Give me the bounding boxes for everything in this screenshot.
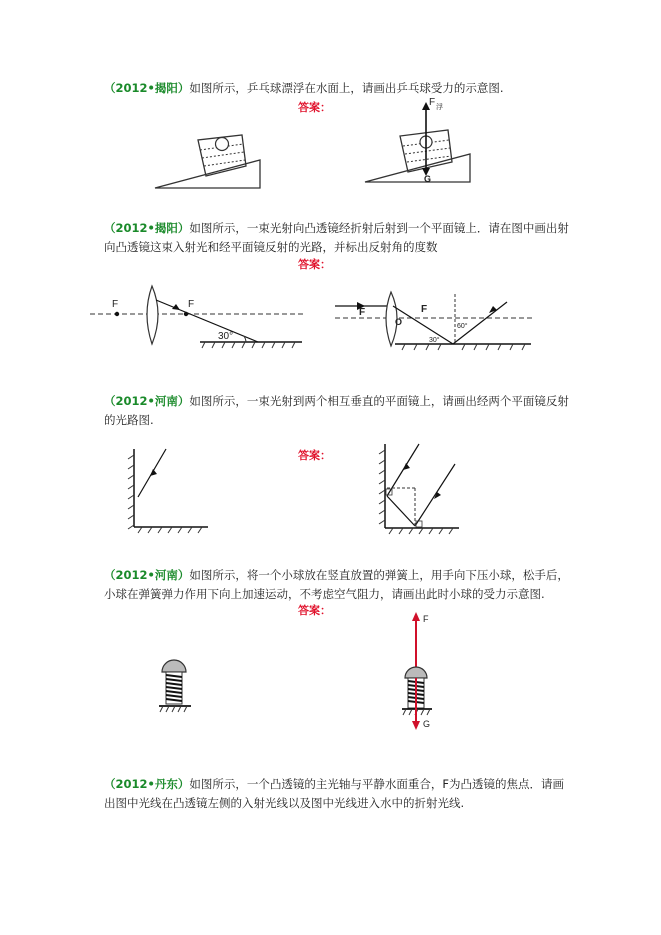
focus-label: F <box>112 299 119 310</box>
mirror-angle-label: 30° <box>429 337 440 344</box>
diagram-q1-question <box>150 120 270 195</box>
focus-label: F <box>421 304 428 315</box>
question-text: 如图所示，将一个小球放在竖直放置的弹簧上，用手向下压小球，松手后，小球在弹簧弹力作用下向上加速运动，不考虑空气阻力，请画出此时小球的受力示意图. <box>104 568 569 601</box>
question-5 <box>104 775 574 813</box>
question-source: （2012•揭阳） <box>104 81 190 95</box>
answer-label: 答案： <box>298 101 331 114</box>
question-source: （2012•河南） <box>104 394 190 408</box>
question-text: 如图所示，一个凸透镜的主光轴与平静水面重合，F为凸透镜的焦点．请画出图中光线在凸透镜左侧的入射光线以及图中光线进入水中的折射光线. <box>104 777 564 810</box>
question-source: （2012•河南） <box>104 568 190 582</box>
question-3 <box>104 392 574 430</box>
diagram-q3-question <box>124 445 214 535</box>
force-down-label: G <box>423 719 431 729</box>
buoyancy-label: F <box>429 97 436 108</box>
question-source: （2012•丹东） <box>104 777 190 791</box>
gravity-label: G <box>424 174 432 184</box>
diagram-q4-answer <box>398 610 448 738</box>
force-up-label: F <box>423 614 429 624</box>
question-1 <box>104 79 574 98</box>
answer-label: 答案： <box>298 604 331 617</box>
diagram-q2-question <box>90 282 305 354</box>
origin-label: O <box>395 317 403 327</box>
focus-label: F <box>359 307 366 318</box>
buoyancy-subscript: 浮 <box>436 104 443 111</box>
focus-label: F <box>188 299 195 310</box>
question-4 <box>104 566 574 604</box>
answer-label: 答案： <box>298 258 331 271</box>
angle-label: 30° <box>218 331 234 342</box>
diagram-q4-question <box>155 652 195 718</box>
question-2 <box>104 219 574 257</box>
reflection-angle-label: 60° <box>457 323 468 330</box>
answer-label: 答案： <box>298 449 331 462</box>
question-source: （2012•揭阳） <box>104 221 190 235</box>
question-text: 如图所示，一束光射到两个相互垂直的平面镜上，请画出经两个平面镜反射的光路图. <box>104 394 569 427</box>
diagram-q2-answer <box>335 288 535 354</box>
question-text: 如图所示，乒乓球漂浮在水面上，请画出乒乓球受力的示意图. <box>189 81 504 95</box>
question-text: 如图所示，一束光射向凸透镜经折射后射到一个平面镜上．请在图中画出射向凸透镜这束入射光和经平面镜反射的光路，并标出反射角的度数 <box>104 221 569 254</box>
diagram-q1-answer <box>360 97 480 195</box>
diagram-q3-answer <box>375 440 465 535</box>
